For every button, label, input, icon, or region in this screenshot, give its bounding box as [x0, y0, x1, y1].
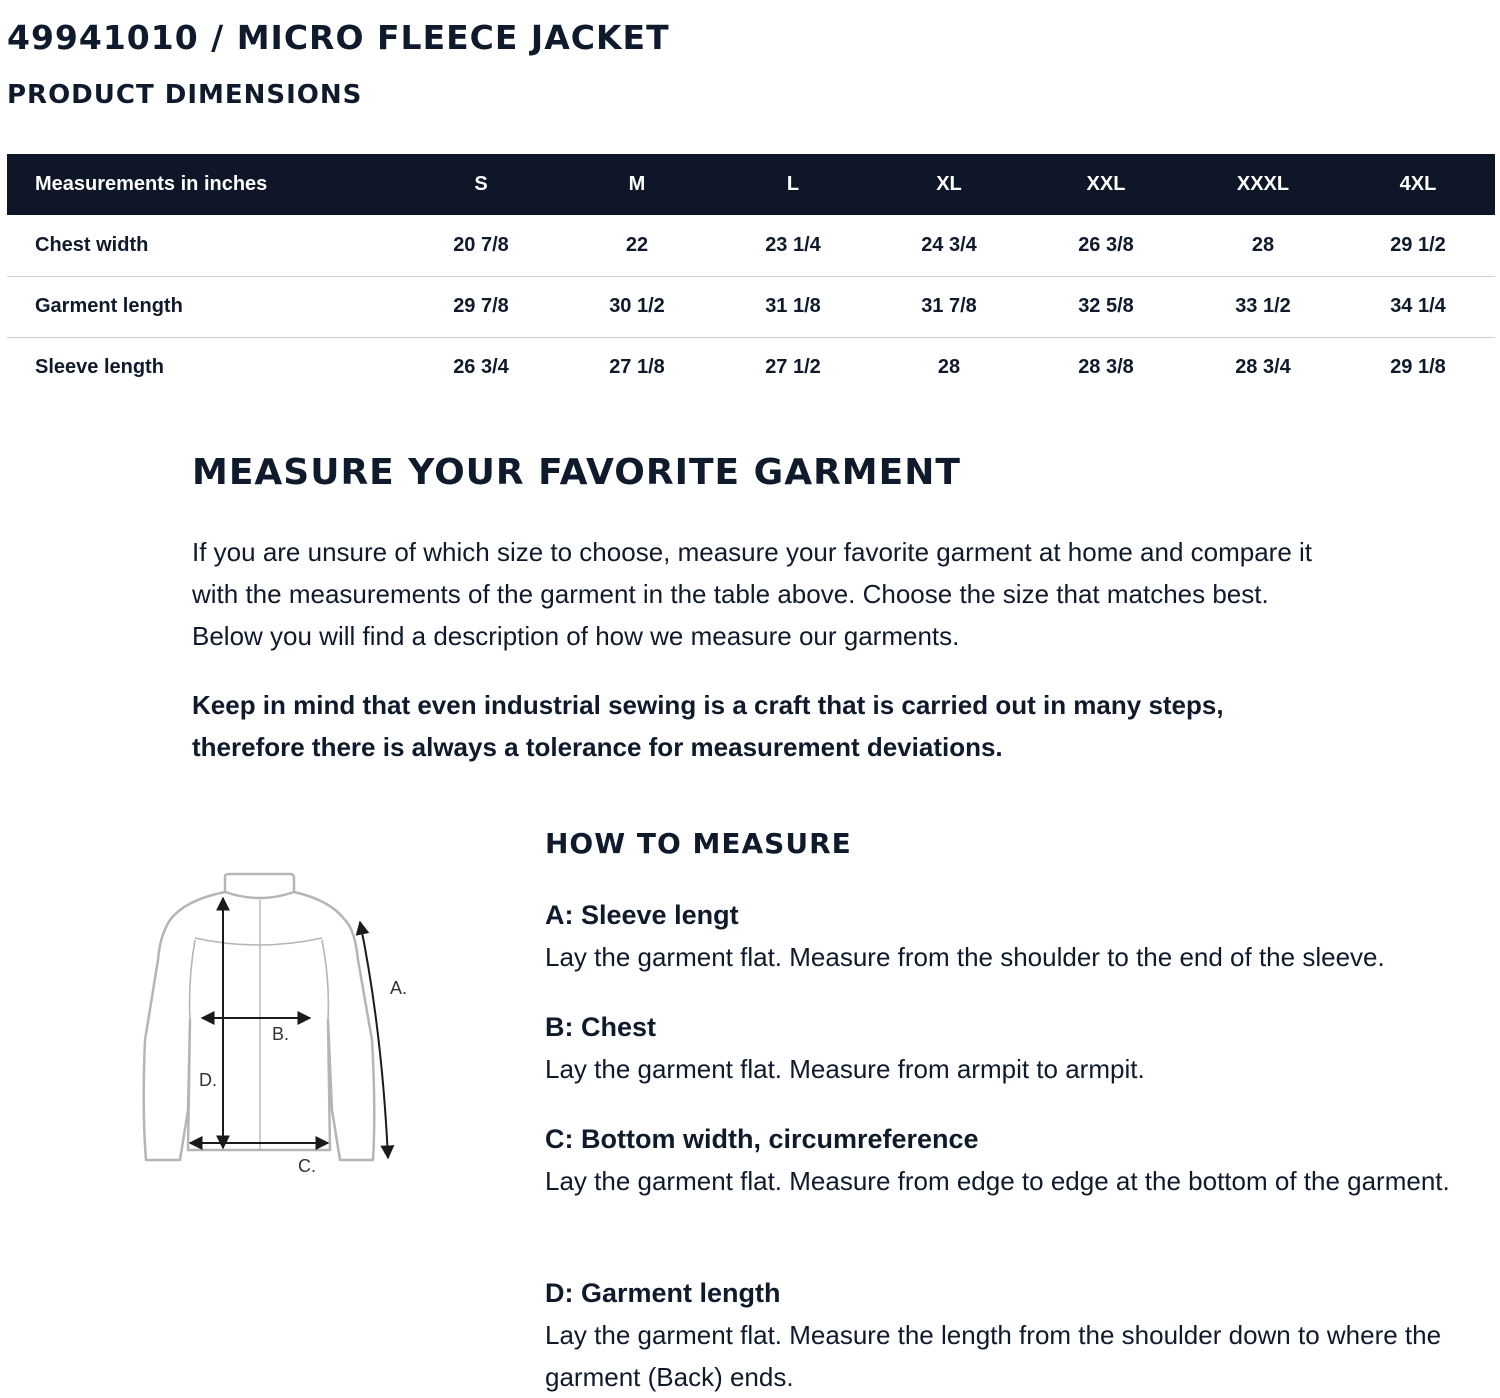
column-header: Measurements in inches — [35, 173, 268, 195]
table-row — [7, 215, 1495, 276]
table-cell: 29 1/2 — [1390, 233, 1446, 256]
table-cell: 22 — [625, 233, 649, 256]
table-cell: 31 1/8 — [765, 295, 821, 317]
table-row — [7, 276, 1495, 337]
label-a: A. — [390, 978, 408, 998]
measure-heading: MEASURE YOUR FAVORITE GARMENT — [192, 452, 961, 493]
row-label: Chest width — [35, 233, 149, 256]
row-label: Garment length — [35, 295, 183, 317]
step-title: D: Garment length — [545, 1278, 781, 1308]
column-header: S — [474, 173, 488, 195]
column-header: XL — [936, 173, 962, 195]
table-cell: 26 3/8 — [1078, 233, 1134, 256]
column-header: L — [786, 173, 800, 195]
table-cell: 20 7/8 — [453, 233, 509, 256]
measure-intro-text: If you are unsure of which size to choose, measure your favorite garment at home and compare it with the measurements of the garment in the table above. Choose the size that matches best. Below you will find a description of how we measure our garments. — [192, 537, 1313, 651]
step-description: Lay the garment flat. Measure from armpit to armpit. — [545, 1054, 1145, 1084]
section-title-dimensions: PRODUCT DIMENSIONS — [7, 80, 363, 110]
measure-section — [192, 450, 1342, 762]
measure-step-a — [545, 894, 1495, 978]
size-table — [7, 154, 1495, 398]
table-cell: 24 3/4 — [921, 233, 977, 256]
jacket-measurement-diagram — [130, 860, 430, 1190]
label-b: B. — [272, 1024, 290, 1044]
step-description: Lay the garment flat. Measure the length from the shoulder down to where the garment (Back) ends. — [545, 1320, 1442, 1392]
table-cell: 33 1/2 — [1235, 295, 1291, 317]
measure-step-b — [545, 1006, 1495, 1090]
table-cell: 26 3/4 — [453, 356, 509, 379]
column-header: 4XL — [1399, 173, 1437, 195]
measure-step-c — [545, 1118, 1495, 1202]
table-cell: 29 1/8 — [1390, 356, 1446, 379]
table-header-row — [7, 154, 1495, 215]
table-cell: 28 3/8 — [1078, 356, 1134, 379]
table-cell: 27 1/2 — [765, 356, 821, 379]
table-cell: 28 — [937, 356, 961, 379]
tolerance-note: Keep in mind that even industrial sewing is a craft that is carried out in many steps, therefore there is always a tolerance for measurement deviations. — [192, 690, 1224, 762]
step-title: C: Bottom width, circumreference — [545, 1124, 979, 1154]
table-row — [7, 337, 1495, 398]
table-cell: 30 1/2 — [609, 295, 665, 317]
column-header: XXL — [1086, 173, 1126, 195]
step-description: Lay the garment flat. Measure from edge to edge at the bottom of the garment. — [545, 1166, 1450, 1196]
product-title: 49941010 / MICRO FLEECE JACKET — [7, 18, 670, 57]
table-cell: 28 — [1251, 233, 1275, 256]
table-cell: 28 3/4 — [1235, 356, 1291, 379]
column-header: XXXL — [1236, 173, 1290, 195]
column-header: M — [628, 173, 646, 195]
how-to-measure-section — [545, 822, 1495, 1392]
measure-step-d — [545, 1272, 1495, 1398]
row-label: Sleeve length — [35, 356, 164, 379]
table-cell: 23 1/4 — [765, 233, 821, 256]
table-cell: 34 1/4 — [1390, 295, 1446, 317]
how-to-measure-heading: HOW TO MEASURE — [545, 827, 852, 860]
step-title: A: Sleeve lengt — [545, 900, 739, 930]
label-d: D. — [199, 1070, 217, 1090]
table-cell: 31 7/8 — [921, 295, 977, 317]
table-cell: 27 1/8 — [609, 356, 665, 379]
step-description: Lay the garment flat. Measure from the shoulder to the end of the sleeve. — [545, 942, 1385, 972]
step-title: B: Chest — [545, 1012, 657, 1042]
label-c: C. — [298, 1156, 316, 1176]
table-cell: 32 5/8 — [1078, 295, 1134, 317]
table-cell: 29 7/8 — [453, 295, 509, 317]
